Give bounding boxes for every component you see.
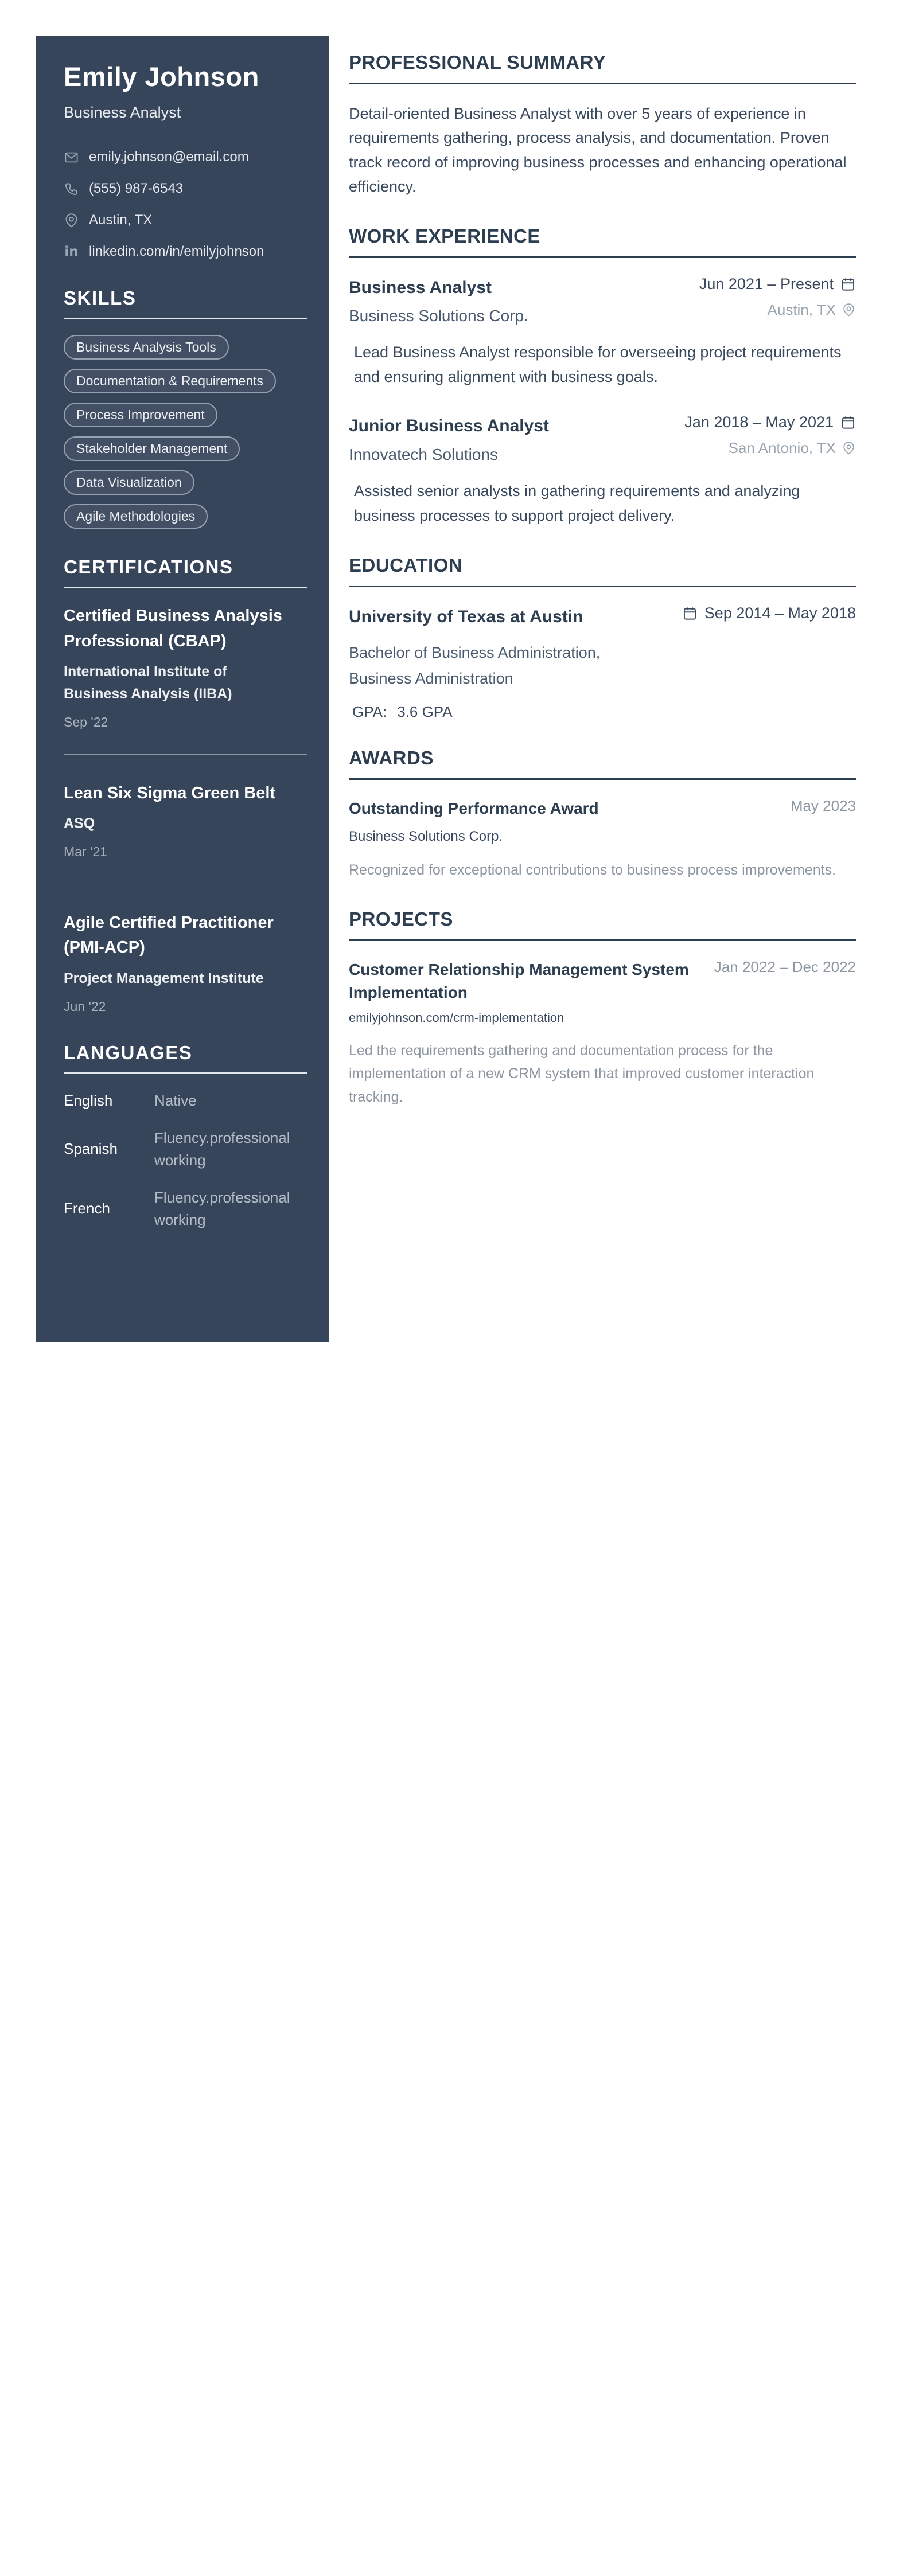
- education-dates: Sep 2014 – May 2018: [704, 604, 856, 622]
- email-icon: [64, 150, 79, 165]
- certification-issuer: International Institute of Business Analysis (IIBA): [64, 663, 232, 702]
- summary-section: [349, 52, 856, 199]
- award-right: [791, 797, 856, 815]
- contact-email[interactable]: emily.johnson@email.com: [89, 149, 249, 165]
- language-row: [64, 1127, 307, 1172]
- skill-pill: Business Analysis Tools: [64, 335, 229, 360]
- job-right: [699, 275, 856, 319]
- job-location: San Antonio, TX: [728, 439, 836, 457]
- education-entry: [349, 604, 856, 721]
- contact-linkedin-row: [64, 244, 307, 260]
- project-dates: Jan 2022 – Dec 2022: [714, 958, 856, 975]
- degree: Bachelor of Business Administration, Business Administration: [349, 643, 601, 688]
- job-dates-row: [699, 275, 856, 293]
- project-left: [349, 958, 714, 1025]
- job-right: [684, 413, 856, 457]
- project-header: [349, 958, 856, 1025]
- school-name: University of Texas at Austin: [349, 607, 583, 627]
- contact-phone: (555) 987-6543: [89, 181, 184, 196]
- gpa-row: [349, 703, 607, 721]
- education-heading-rule: [349, 586, 856, 587]
- contact-phone-row: [64, 181, 307, 197]
- phone-icon: [64, 181, 79, 197]
- education-heading: EDUCATION: [349, 555, 463, 576]
- education-left: [349, 604, 607, 721]
- award-entry: [349, 797, 856, 881]
- skills-heading: SKILLS: [64, 287, 137, 309]
- certification-item: [64, 781, 307, 860]
- job-left: [349, 275, 528, 326]
- skills-heading-rule: [64, 318, 307, 319]
- project-entry: [349, 958, 856, 1109]
- job-title: Business Analyst: [349, 278, 492, 297]
- job-dates: Jan 2018 – May 2021: [684, 413, 834, 431]
- award-date: May 2023: [790, 797, 856, 815]
- skill-pill: Agile Methodologies: [64, 504, 208, 529]
- awards-heading: AWARDS: [349, 747, 434, 769]
- certification-issuer: ASQ: [64, 815, 95, 832]
- language-level: Native: [154, 1091, 197, 1109]
- award-date-row: [791, 797, 856, 815]
- calendar-icon: [682, 606, 698, 621]
- experience-section: [349, 225, 856, 529]
- contact-email-row: [64, 149, 307, 165]
- linkedin-icon: in: [64, 244, 79, 259]
- projects-heading: PROJECTS: [349, 908, 453, 930]
- certification-name: Certified Business Analysis Professional (CBAP): [64, 607, 282, 650]
- summary-heading: PROFESSIONAL SUMMARY: [349, 52, 606, 73]
- contact-location-row: [64, 212, 307, 228]
- job-header: [349, 275, 856, 326]
- certification-item: [64, 911, 307, 1014]
- certifications-section: [64, 556, 307, 1014]
- education-dates-row: [682, 604, 856, 622]
- experience-heading: WORK EXPERIENCE: [349, 225, 540, 247]
- resume-document: [36, 36, 875, 1342]
- languages-section: [64, 1042, 307, 1231]
- job-entry: [349, 275, 856, 390]
- projects-heading-rule: [349, 939, 856, 941]
- job-dates-row: [684, 413, 856, 431]
- project-dates-row: [714, 958, 856, 976]
- candidate-name: Emily Johnson: [64, 61, 259, 92]
- language-name: English: [64, 1091, 113, 1109]
- projects-section: [349, 908, 856, 1109]
- education-section: [349, 555, 856, 721]
- location-pin-icon: [842, 303, 856, 317]
- project-description: Led the requirements gathering and documentation process for the implementation of a new CRM system that improved customer interaction tracking.: [349, 1042, 815, 1105]
- contact-location: Austin, TX: [89, 212, 153, 228]
- job-header: [349, 413, 856, 464]
- certification-date: Sep '22: [64, 714, 108, 729]
- project-link[interactable]: emilyjohnson.com/crm-implementation: [349, 1010, 564, 1025]
- calendar-icon: [840, 415, 856, 430]
- certification-name: Agile Certified Practitioner (PMI-ACP): [64, 913, 274, 957]
- job-location: Austin, TX: [767, 300, 836, 318]
- certification-date: Mar '21: [64, 844, 107, 859]
- job-company: Innovatech Solutions: [349, 445, 498, 463]
- certification-issuer: Project Management Institute: [64, 970, 264, 986]
- job-left: [349, 413, 549, 464]
- languages-heading-rule: [64, 1072, 307, 1074]
- award-description: Recognized for exceptional contributions to business process improvements.: [349, 862, 836, 879]
- calendar-icon: [840, 276, 856, 292]
- education-right: [682, 604, 856, 622]
- language-row: [64, 1186, 307, 1231]
- job-title: Junior Business Analyst: [349, 416, 549, 436]
- summary-text: Detail-oriented Business Analyst with over 5 years of experience in requirements gathering, process analysis, and documentation. Proven track record of improving business processes and enhancing operational efficiency.: [349, 105, 847, 196]
- skill-pill: Documentation & Requirements: [64, 369, 276, 393]
- location-icon: [64, 213, 79, 228]
- contact-linkedin[interactable]: linkedin.com/in/emilyjohnson: [89, 244, 264, 259]
- job-entry: [349, 413, 856, 528]
- project-title: Customer Relationship Management System Implementation: [349, 960, 689, 1002]
- job-location-row: [699, 301, 856, 319]
- award-left: [349, 797, 599, 845]
- skill-pill: Process Improvement: [64, 403, 217, 427]
- candidate-job-title: Business Analyst: [64, 104, 181, 121]
- language-level: Fluency.professional working: [154, 1188, 290, 1228]
- language-name: French: [64, 1200, 110, 1217]
- certifications-heading-rule: [64, 587, 307, 588]
- job-description: Assisted senior analysts in gathering requirements and analyzing business processes to support project delivery.: [354, 482, 800, 525]
- summary-heading-rule: [349, 83, 856, 84]
- project-right: [714, 958, 856, 976]
- experience-heading-rule: [349, 256, 856, 258]
- certification-name: Lean Six Sigma Green Belt: [64, 783, 276, 802]
- gpa-label: GPA:: [352, 703, 387, 721]
- job-dates: Jun 2021 – Present: [699, 275, 834, 292]
- languages-heading: LANGUAGES: [64, 1041, 193, 1063]
- skill-pill: Data Visualization: [64, 470, 194, 495]
- award-header: [349, 797, 856, 845]
- awards-section: [349, 747, 856, 881]
- certification-divider: [64, 754, 307, 755]
- gpa-value: 3.6 GPA: [397, 703, 453, 721]
- language-level: Fluency.professional working: [154, 1129, 290, 1169]
- language-name: Spanish: [64, 1140, 118, 1157]
- job-description: Lead Business Analyst responsible for overseeing project requirements and ensuring alignment with business goals.: [354, 344, 842, 386]
- job-company: Business Solutions Corp.: [349, 307, 528, 325]
- award-issuer: Business Solutions Corp.: [349, 829, 503, 845]
- certification-date: Jun '22: [64, 998, 106, 1014]
- skill-pill: Stakeholder Management: [64, 436, 240, 461]
- language-row: [64, 1090, 307, 1112]
- job-location-row: [684, 439, 856, 457]
- education-header: [349, 604, 856, 721]
- location-pin-icon: [842, 441, 856, 455]
- sidebar: [36, 36, 329, 1342]
- certifications-heading: CERTIFICATIONS: [64, 556, 233, 577]
- main-content: [329, 36, 875, 1342]
- certification-item: [64, 604, 307, 730]
- awards-heading-rule: [349, 778, 856, 780]
- award-title: Outstanding Performance Award: [349, 799, 599, 818]
- skills-section: [64, 287, 307, 529]
